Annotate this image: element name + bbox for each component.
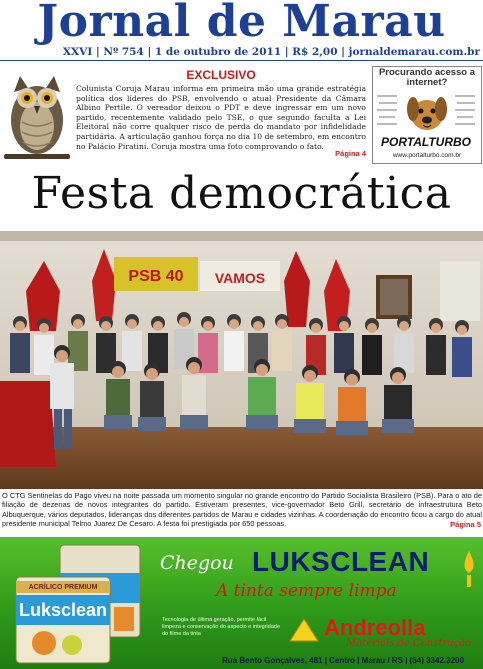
masthead (0, 0, 483, 62)
masthead-rule (0, 60, 483, 61)
portal-turbo-ad[interactable] (372, 66, 482, 164)
dog-icon (401, 89, 453, 133)
caption-page-ref[interactable]: Página 5 (450, 520, 481, 529)
ad-slogan: A tinta sempre limpa (216, 581, 397, 601)
ad-background-text-right (455, 93, 477, 129)
can-label-top: ACRÍLICO PREMIUM (28, 584, 98, 591)
ad-brand: LUKSCLEAN (252, 546, 430, 577)
can-brand: Luksclean (18, 600, 108, 620)
paint-cans-icon (14, 543, 154, 667)
main-headline: Festa democrática (31, 168, 452, 219)
store-address: Rua Bento Gonçalves, 481 | Centro | Marau / RS | (54) 3342.3200 (222, 656, 464, 665)
exclusive-story (76, 68, 366, 160)
paint-drop-icon (460, 549, 478, 589)
group-photo-illustration (0, 231, 483, 489)
store-subtitle: Materiais de Construção (346, 638, 472, 649)
newspaper-title: Jornal de Marau (37, 0, 446, 47)
portal-turbo-logo: PORTALTURBO (381, 135, 471, 149)
issue-line: XXVI | Nº 754 | 1 de outubro de 2011 | R$ 2,00 | jornaldemarau.com.br (62, 46, 480, 58)
owl-mascot-icon (0, 62, 74, 162)
ad-chegou: Chegou (160, 552, 234, 574)
photo-caption: O CTG Sentinelas do Pago viveu na noite passada um momento singular no grande encontro do Partido Socialista Brasileiro (PSB). Para o ato de filiação de dezenas de novos integrantes do partido. Estiveram presentes, vice-governador Beto Grill, secretário de infraestrutura Beto Albuquerque, vários deputados, lideranças dos diferentes partidos de Marau e cidades vizinhas. A coordenação do encontro ficou a cargo do atual presidente municipal Telmo Juarez De Cesaro. A festa foi prestigiada por 650 pessoas. (2, 491, 482, 529)
ad-background-text (377, 93, 399, 129)
ad-headline: Procurando acesso a internet? (378, 67, 476, 88)
banner-psb: PSB 40 (128, 268, 184, 285)
luksclean-ad[interactable] (0, 537, 483, 669)
exclusive-page-ref[interactable]: Página 4 (335, 149, 366, 158)
ad-tech-text: Tecnologia de última geração, permite fácil limpeza e conservação do aspecto e integridade do filme da tinta (162, 617, 281, 637)
banner-vamos: VAMOS (214, 270, 266, 286)
exclusive-body: Colunista Coruja Marau informa em primeira mão uma grande estratégia política dos líderes do PSB, envolvendo o atual Presidente da Câmara Albino Pertile. O vereador deixou o PDT e deve ingressar em um novo partido, recentemente validado pelo TSE, o que segundo faculta a Lei Eleitoral não corre qualquer risco de perda do mandato por infidelidade partidária. A articulação ganhou força no dia 10 de setembro, em encontro no Palácio Piratini. Coruja mostra uma foto comprovando o fato. (76, 84, 366, 151)
andreolla-logo-icon (288, 617, 320, 643)
group-photo (0, 231, 483, 489)
store-name: Andreolla (324, 615, 426, 640)
exclusive-label: EXCLUSIVO (186, 68, 256, 82)
ad-url[interactable]: www.portalturbo.com.br (392, 152, 462, 159)
